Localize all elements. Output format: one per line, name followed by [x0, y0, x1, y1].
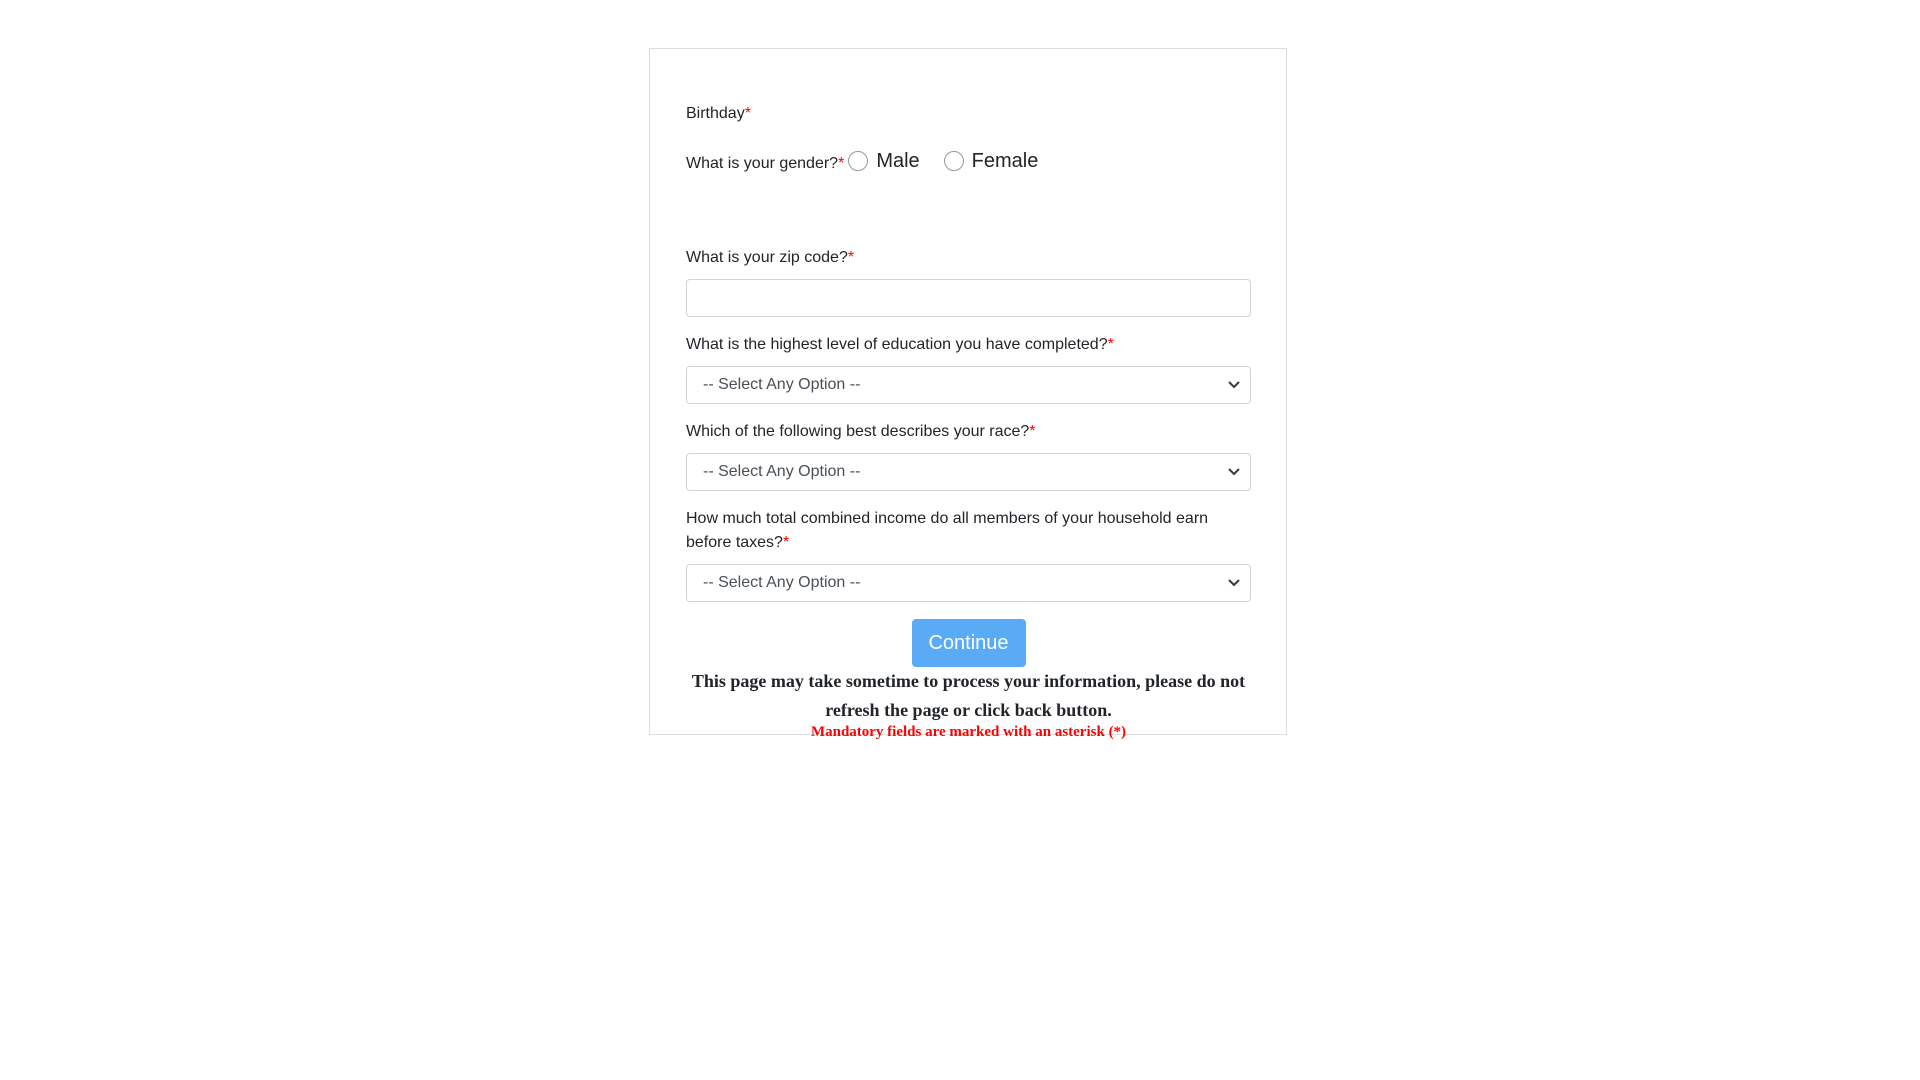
- income-label-text: How much total combined income do all members of your household earn before taxes?: [686, 510, 1209, 551]
- chevron-down-icon: [1228, 577, 1240, 589]
- race-label: [686, 420, 1251, 444]
- gender-row: [686, 147, 1058, 175]
- race-select[interactable]: [686, 453, 1251, 491]
- zip-input[interactable]: [686, 279, 1251, 317]
- education-label-text: What is the highest level of education you have completed?: [686, 336, 1108, 353]
- required-asterisk: *: [838, 155, 845, 172]
- race-selected-value: -- Select Any Option --: [703, 463, 861, 480]
- zip-label: [686, 246, 1251, 270]
- income-selected-value: -- Select Any Option --: [703, 574, 861, 591]
- education-select[interactable]: [686, 366, 1251, 404]
- gender-option-female[interactable]: [944, 147, 1039, 175]
- form-card: [649, 48, 1287, 740]
- birthday-label: [686, 102, 751, 126]
- processing-notice: This page may take sometime to process your information, please do not refresh the page or click back button.: [691, 671, 1246, 720]
- gender-label: [686, 152, 844, 176]
- continue-button[interactable]: Continue: [912, 619, 1026, 667]
- radio-female[interactable]: [944, 151, 964, 171]
- gender-male-label[interactable]: Male: [876, 150, 920, 172]
- income-label: [686, 507, 1251, 555]
- gender-option-male[interactable]: [848, 147, 919, 175]
- required-asterisk: *: [1107, 336, 1114, 353]
- gender-female-label[interactable]: Female: [971, 150, 1039, 172]
- chevron-down-icon: [1228, 379, 1240, 391]
- required-asterisk: *: [847, 249, 855, 266]
- gender-label-text: What is your gender?: [686, 155, 839, 172]
- required-asterisk: *: [1029, 423, 1036, 440]
- income-select[interactable]: [686, 564, 1251, 602]
- education-selected-value: -- Select Any Option --: [703, 376, 861, 393]
- chevron-down-icon: [1228, 466, 1240, 478]
- education-label: [686, 333, 1251, 357]
- mandatory-note: Mandatory fields are marked with an asterisk (*): [810, 724, 1127, 740]
- radio-male[interactable]: [848, 151, 868, 171]
- required-asterisk: *: [782, 534, 790, 551]
- birthday-label-text: Birthday: [686, 105, 745, 122]
- zip-label-text: What is your zip code?: [686, 249, 848, 266]
- required-asterisk: *: [744, 105, 751, 122]
- continue-wrap: [686, 619, 1251, 667]
- race-label-text: Which of the following best describes your race?: [686, 423, 1030, 440]
